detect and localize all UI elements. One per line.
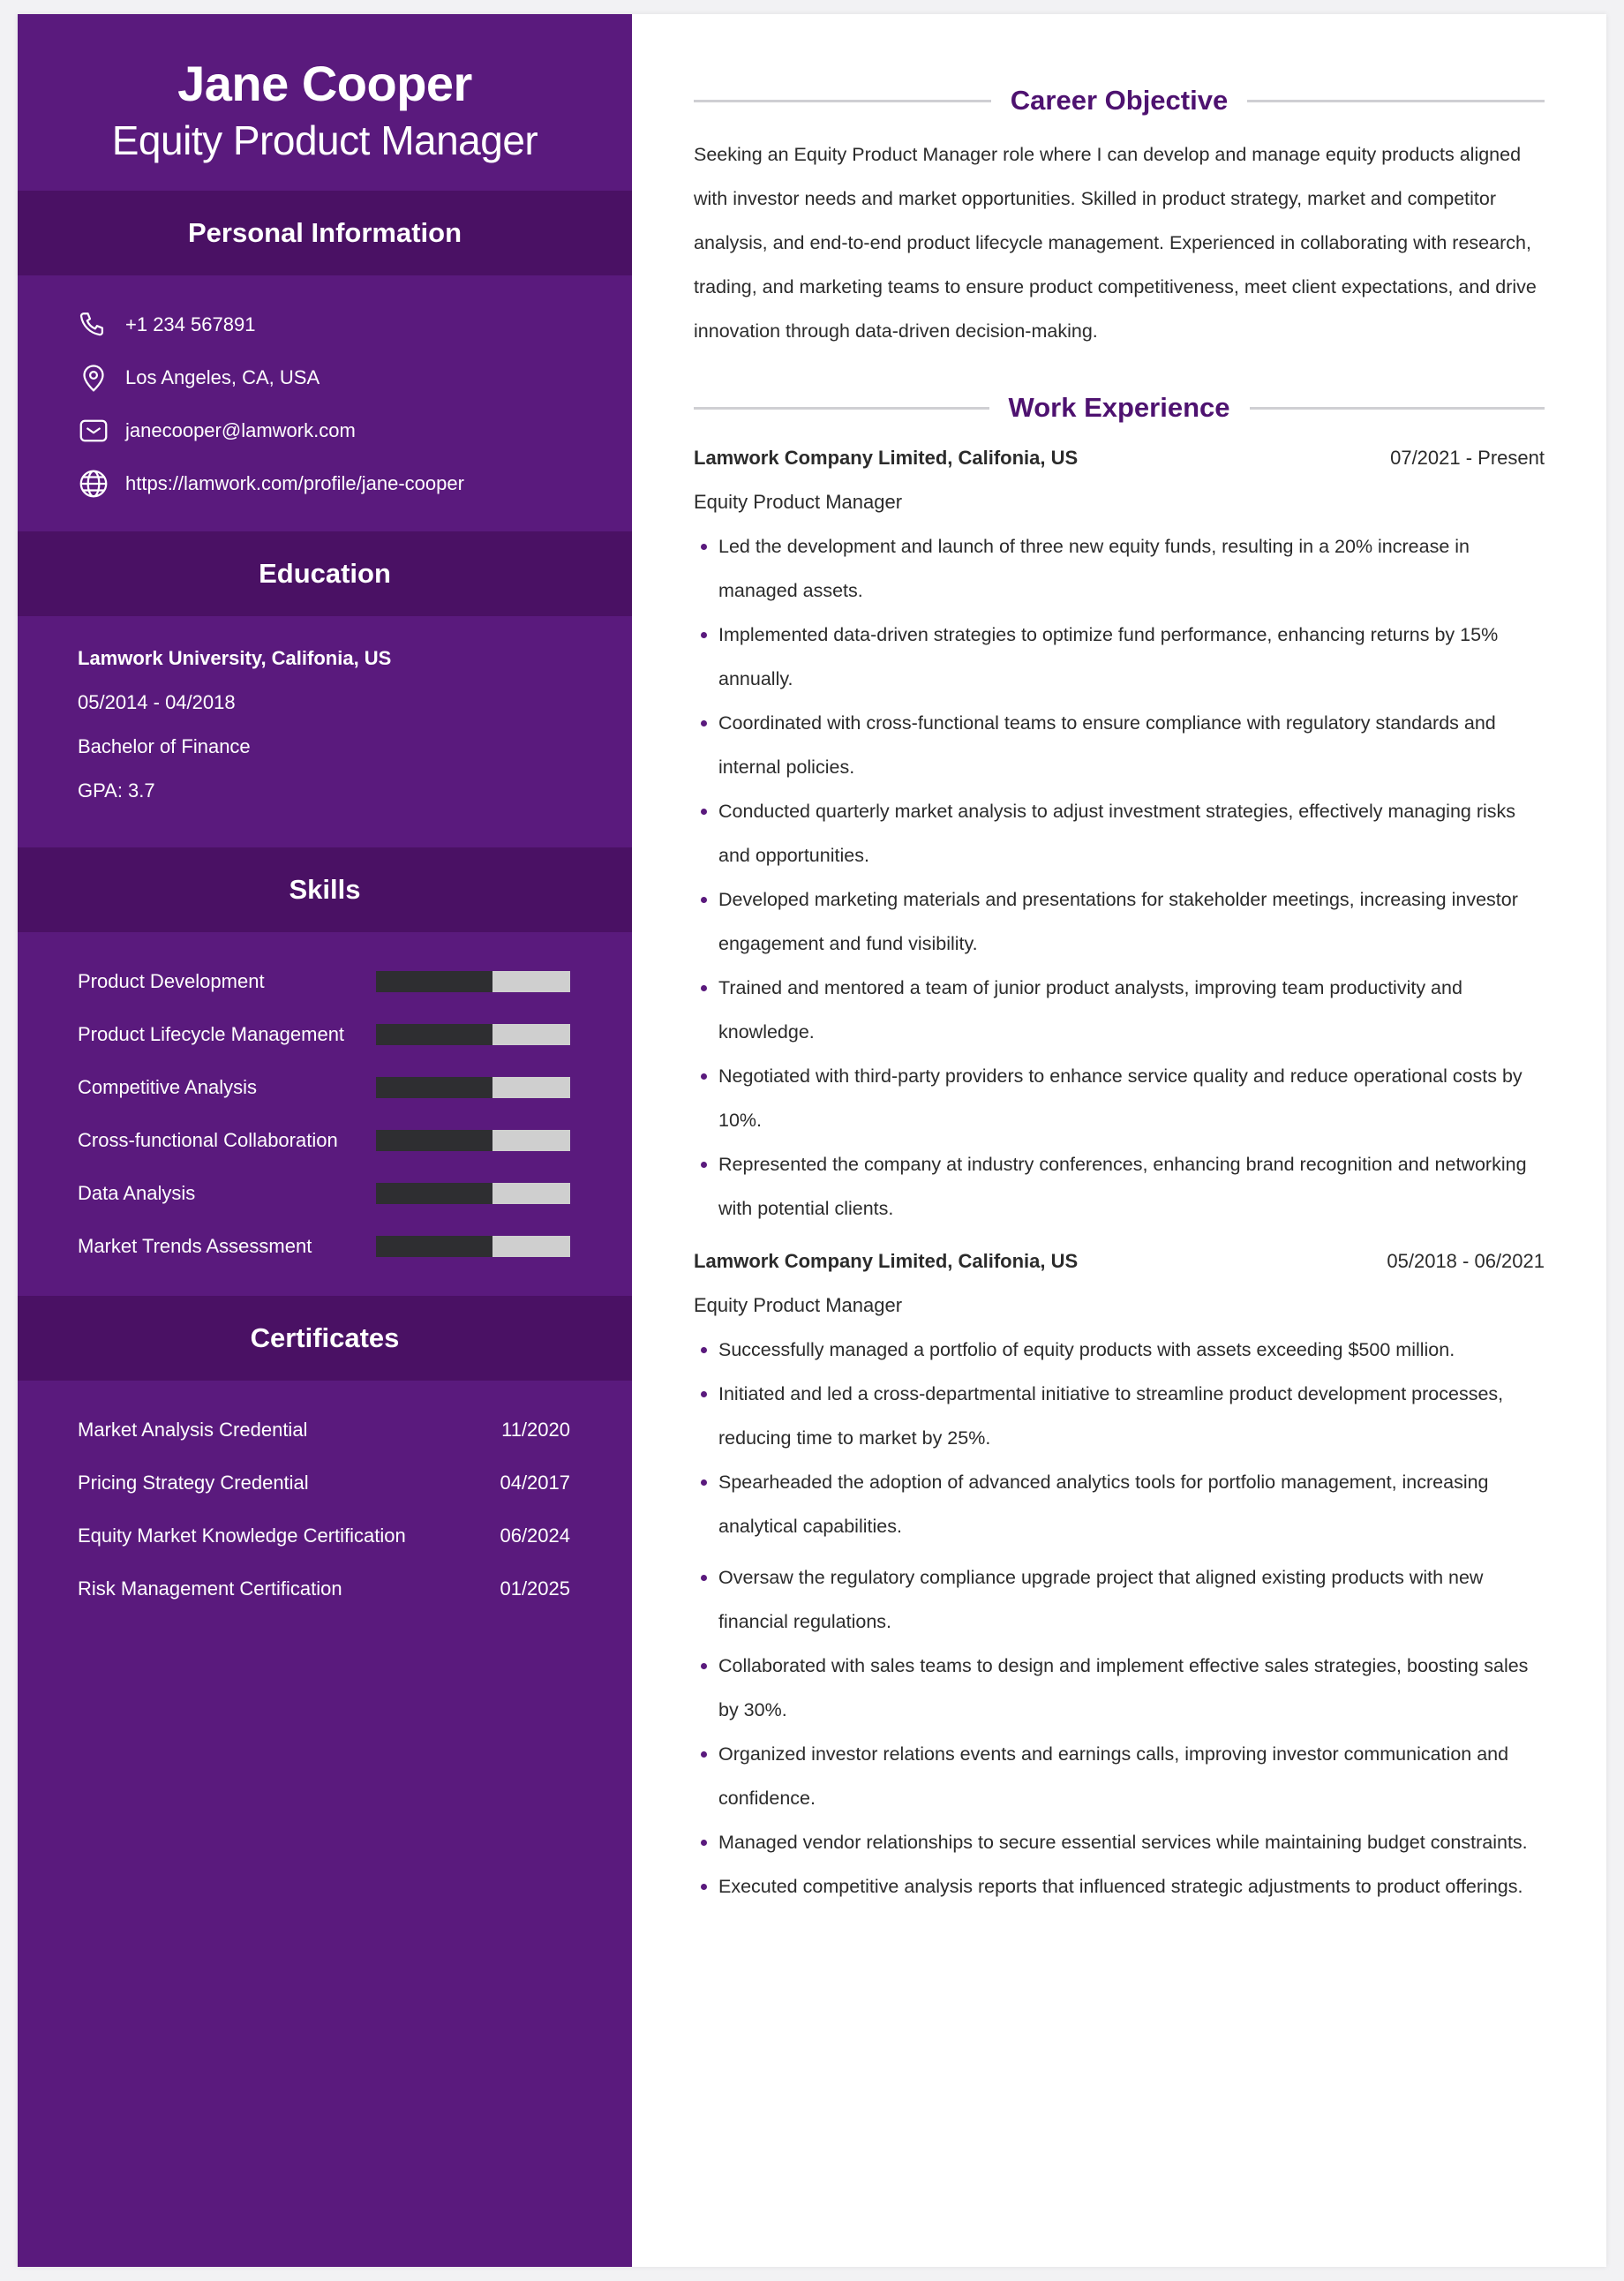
- skill-item: [78, 955, 632, 1008]
- skill-level-bar: [376, 1024, 570, 1045]
- job-header: [694, 436, 1545, 480]
- job-company: Lamwork Company Limited, Califonia, US: [694, 1250, 1079, 1272]
- job-bullet: Oversaw the regulatory compliance upgrade project that aligned existing products with new financial regulations.: [694, 1555, 1545, 1644]
- contact-website: [18, 457, 632, 510]
- job-bullet: Led the development and launch of three new equity funds, resulting in a 20% increase in managed assets.: [694, 524, 1545, 613]
- education-heading: Education: [18, 531, 632, 616]
- job-entry: [694, 1239, 1545, 1908]
- skill-name: Product Development: [78, 970, 265, 992]
- contact-location: [18, 351, 632, 404]
- skill-level-bar: [376, 1077, 570, 1098]
- job-bullet: Initiated and led a cross-departmental initiative to streamline product development processes, reducing time to market by 25%.: [694, 1372, 1545, 1460]
- skill-item: [78, 1220, 632, 1273]
- job-entry: [694, 436, 1545, 1231]
- job-title: Equity Product Manager: [694, 491, 903, 513]
- skill-level-bar: [376, 1130, 570, 1151]
- job-header: [694, 1239, 1545, 1284]
- skill-level-bar: [376, 1183, 570, 1204]
- certificate-item: [78, 1562, 632, 1615]
- skill-level-fill: [376, 1130, 492, 1151]
- certificate-item: [78, 1404, 632, 1457]
- job-bullet: Coordinated with cross-functional teams to ensure compliance with regulatory standards and internal policies.: [694, 701, 1545, 789]
- skill-level-fill: [376, 971, 492, 992]
- main-content: [632, 14, 1606, 2267]
- skill-name: Cross-functional Collaboration: [78, 1129, 338, 1151]
- contact-list: [18, 275, 632, 531]
- certificates-heading: Certificates: [18, 1296, 632, 1381]
- phone-number: +1 234 567891: [125, 313, 256, 335]
- skill-item: [78, 1061, 632, 1114]
- certificate-name: Pricing Strategy Credential: [78, 1472, 309, 1494]
- bullet-spacer: [694, 1548, 1545, 1555]
- education-gpa: GPA: 3.7: [78, 779, 155, 802]
- skill-item: [78, 1114, 632, 1167]
- certificate-date: 06/2024: [500, 1524, 570, 1547]
- work-experience-heading: [694, 388, 1545, 427]
- career-objective-text: Seeking an Equity Product Manager role where I can develop and manage equity products aligned with investor needs and market opportunities. Skilled in product strategy, market and competitor analysis, and end-to-end product lifecycle management. Experienced in collaborating with research, trading, and marketing teams to ensure product competitiveness, meet client expectations, and drive innovation through data-driven decision-making.: [694, 144, 1537, 342]
- website-link[interactable]: https://lamwork.com/profile/jane-cooper: [125, 472, 464, 494]
- resume-header: [18, 14, 632, 191]
- heading-divider: [694, 100, 991, 102]
- sidebar: [18, 14, 632, 2267]
- skill-name: Competitive Analysis: [78, 1076, 257, 1098]
- job-bullet: Spearheaded the adoption of advanced analytics tools for portfolio management, increasing analytical capabilities.: [694, 1460, 1545, 1548]
- skill-name: Market Trends Assessment: [78, 1235, 312, 1257]
- skill-level-fill: [376, 1024, 492, 1045]
- personal-info-heading: Personal Information: [18, 191, 632, 275]
- education-school: Lamwork University, Califonia, US: [78, 647, 392, 669]
- certificate-name: Risk Management Certification: [78, 1577, 342, 1600]
- job-bullet: Represented the company at industry conferences, enhancing brand recognition and networking with potential clients.: [694, 1142, 1545, 1231]
- skill-level-fill: [376, 1236, 492, 1257]
- skill-level-fill: [376, 1077, 492, 1098]
- certificate-date: 01/2025: [500, 1577, 570, 1600]
- job-bullet: Managed vendor relationships to secure essential services while maintaining budget constraints.: [694, 1820, 1545, 1864]
- job-title: Equity Product Manager: [694, 1294, 903, 1316]
- skill-name: Data Analysis: [78, 1182, 196, 1204]
- mail-icon: [78, 415, 109, 447]
- certificate-item: [78, 1509, 632, 1562]
- certificates-list: [18, 1381, 632, 1615]
- education-degree: Bachelor of Finance: [78, 735, 251, 757]
- skill-level-bar: [376, 1236, 570, 1257]
- contact-email: [18, 404, 632, 457]
- job-bullets: [694, 1328, 1545, 1908]
- skill-name: Product Lifecycle Management: [78, 1023, 345, 1045]
- education-block: [18, 616, 632, 847]
- job-company: Lamwork Company Limited, Califonia, US: [694, 447, 1079, 469]
- education-dates: 05/2014 - 04/2018: [78, 691, 236, 713]
- heading-divider: [1247, 100, 1545, 102]
- skill-level-fill: [376, 1183, 492, 1204]
- job-bullet: Conducted quarterly market analysis to adjust investment strategies, effectively managing risks and opportunities.: [694, 789, 1545, 877]
- location-pin-icon: [78, 362, 109, 394]
- job-bullets: [694, 524, 1545, 1231]
- resume-page: [18, 14, 1606, 2267]
- skills-list: [18, 932, 632, 1296]
- job-dates: 05/2018 - 06/2021: [1387, 1250, 1545, 1272]
- certificate-date: 11/2020: [501, 1419, 570, 1441]
- email-link[interactable]: janecooper@lamwork.com: [125, 419, 356, 441]
- skill-item: [78, 1008, 632, 1061]
- job-bullet: Developed marketing materials and presentations for stakeholder meetings, increasing investor engagement and fund visibility.: [694, 877, 1545, 966]
- job-bullet: Implemented data-driven strategies to optimize fund performance, enhancing returns by 15% annually.: [694, 613, 1545, 701]
- heading-divider: [694, 407, 989, 410]
- certificate-date: 04/2017: [500, 1472, 570, 1494]
- certificate-name: Equity Market Knowledge Certification: [78, 1524, 406, 1547]
- certificate-item: [78, 1457, 632, 1509]
- candidate-name: Jane Cooper: [177, 56, 472, 111]
- certificate-name: Market Analysis Credential: [78, 1419, 308, 1441]
- phone-icon: [78, 309, 109, 341]
- skill-level-bar: [376, 971, 570, 992]
- skill-item: [78, 1167, 632, 1220]
- section-title: Work Experience: [1008, 392, 1230, 423]
- location-text: Los Angeles, CA, USA: [125, 366, 320, 388]
- job-bullet: Organized investor relations events and earnings calls, improving investor communication and confidence.: [694, 1732, 1545, 1820]
- globe-icon: [78, 468, 109, 500]
- heading-divider: [1250, 407, 1545, 410]
- candidate-role: Equity Product Manager: [111, 117, 538, 164]
- job-dates: 07/2021 - Present: [1390, 447, 1545, 469]
- skills-heading: Skills: [18, 847, 632, 932]
- job-bullet: Successfully managed a portfolio of equity products with assets exceeding $500 million.: [694, 1328, 1545, 1372]
- career-objective-heading: [694, 81, 1545, 120]
- job-bullet: Collaborated with sales teams to design and implement effective sales strategies, boosting sales by 30%.: [694, 1644, 1545, 1732]
- job-bullet: Trained and mentored a team of junior product analysts, improving team productivity and knowledge.: [694, 966, 1545, 1054]
- job-bullet: Negotiated with third-party providers to enhance service quality and reduce operational costs by 10%.: [694, 1054, 1545, 1142]
- section-title: Career Objective: [1010, 85, 1229, 116]
- contact-phone: [18, 298, 632, 351]
- job-bullet: Executed competitive analysis reports that influenced strategic adjustments to product offerings.: [694, 1864, 1545, 1908]
